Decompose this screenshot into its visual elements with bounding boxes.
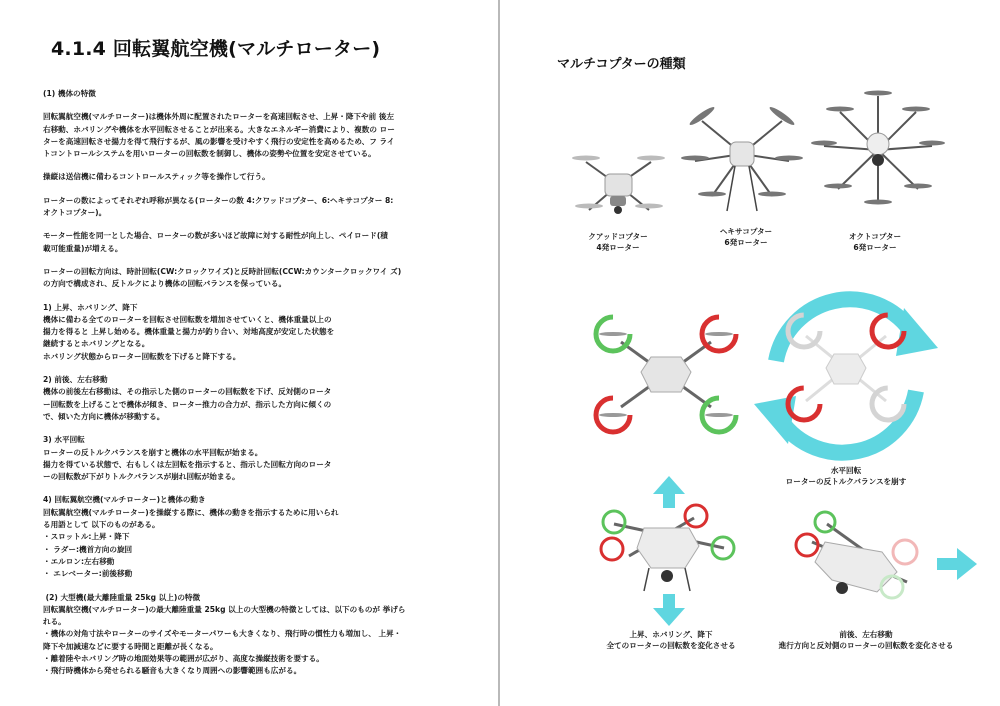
quadcopter-illustration: [571, 140, 666, 230]
caption-line: 6発ローター: [724, 238, 768, 247]
caption-line: ヘキサコプター: [719, 227, 773, 236]
paragraph-gap: [43, 581, 445, 592]
paragraph-gap: [43, 483, 445, 494]
body-line: る用語として 以下のものがある。: [43, 520, 160, 530]
body-line: ホバリング状態からローター回転数を下げると降下する。: [43, 351, 241, 361]
paragraph-gap: [43, 255, 445, 266]
body-line: ターを高速回転させ揚力を得て飛行するが、風の影響を受けやすく飛行の安定性を高めるため、フ ライ: [43, 136, 395, 146]
rotor-direction-diagram: [591, 312, 741, 437]
body-line: トコントロールシステムを用いローターの回転数を制御し、機体の姿勢や位置を安定させている。: [43, 149, 376, 159]
octo-caption: [835, 231, 915, 253]
section-title: 4.1.4 回転翼航空機(マルチローター): [51, 38, 381, 60]
caption-line: 水平回転: [830, 466, 862, 475]
body-line: 回転翼航空機(マルチローター)を操縦する際に、機体の動きを指示するために用いられ: [43, 507, 339, 517]
body-line: (1) 機体の特徴: [43, 89, 96, 98]
caption-line: 上昇、ホバリング、降下: [629, 630, 713, 639]
body-line: ローターの反トルクバランスを崩すと機体の水平回転が始まる。: [43, 447, 263, 457]
body-line: ー回転数を上げることで機体が傾き、ローター推力の合力が、指示した方向に傾くの: [43, 399, 332, 409]
paragraph-gap: [43, 363, 445, 374]
right-page: [501, 0, 1000, 706]
body-line: 3) 水平回転: [43, 435, 85, 445]
body-line: ・ エレベーター:前後移動: [43, 569, 133, 579]
vertical-caption: [576, 629, 766, 651]
body-line: ・スロットル:上昇・降下: [43, 532, 130, 542]
body-line: 載可能重量)が増える。: [43, 243, 123, 253]
horizontal-caption: [751, 629, 981, 651]
caption-line: クアッドコプター: [588, 232, 648, 241]
body-line: ・ ラダー:機首方向の旋回: [43, 544, 133, 554]
body-line: モーター性能を同一とした場合、ローターの数が多いほど故障に対する耐性が向上し、ペイロード(積: [43, 231, 388, 241]
paragraph-gap: [43, 184, 445, 195]
hexacopter-illustration: [687, 96, 797, 221]
body-line: ローターの数によってそれぞれ呼称が異なる(ローターの数 4:クワッドコプター、6:ヘキサコプター 8:: [43, 195, 394, 205]
body-line: ・飛行時機体から発せられる騒音も大きくなり周囲への影響範囲も広がる。: [43, 666, 302, 676]
caption-line: 6発ローター: [853, 243, 897, 252]
caption-line: ローターの反トルクバランスを崩す: [785, 477, 907, 486]
body-line: 降下や加減速などに要する時間と距離が長くなる。: [43, 641, 218, 651]
body-text: [43, 88, 445, 678]
body-line: 回転翼航空機(マルチローター)は機体外周に配置されたローターを高速回転させ、上昇・降下や前 後左: [43, 112, 395, 122]
caption-line: 前後、左右移動: [839, 630, 893, 639]
body-line: 4) 回転翼航空機(マルチローター)と機体の動き: [43, 495, 206, 505]
caption-line: 4発ローター: [596, 243, 640, 252]
body-line: 操縦は送信機に備わるコントロールスティック等を操作して行う。: [43, 172, 270, 182]
paragraph-gap: [43, 423, 445, 434]
body-line: 継続するとホバリングとなる。: [43, 339, 150, 349]
body-line: 右移動、ホバリングや機体を水平回転させることが出来る。大きなエネルギー消費により、複数の ロー: [43, 124, 395, 134]
paragraph-gap: [43, 291, 445, 302]
caption-line: 全てのローターの回転数を変化させる: [606, 641, 736, 650]
hexa-caption: [706, 226, 786, 248]
body-line: ・エルロン:左右移動: [43, 556, 115, 566]
body-line: 2) 前後、左右移動: [43, 375, 108, 385]
body-line: 機体に備わる全てのローターを回転させ回転数を増加させていくと、機体重量以上の: [43, 314, 332, 324]
body-line: の方向で構成され、反トルクにより機体の回転バランスを保っている。: [43, 279, 287, 289]
body-line: 1) 上昇、ホバリング、降下: [43, 302, 138, 312]
body-line: で、傾いた方向に機体が移動する。: [43, 411, 165, 421]
body-line: 揚力を得ると 上昇し始める。機体重量と揚力が釣り合い、対地高度が安定した状態を: [43, 327, 335, 337]
paragraph-gap: [43, 100, 445, 111]
quad-caption: [578, 231, 658, 253]
body-line: ーの回転数が下がりトルクバランスが崩れ回転が始まる。: [43, 472, 240, 482]
body-line: ・離着陸やホバリング時の地面効果等の範囲が広がり、高度な操縦技術を要する。: [43, 653, 324, 663]
body-line: (2) 大型機(最大離陸重量 25kg 以上)の特徴: [43, 592, 201, 602]
body-line: 回転翼航空機(マルチローター)の最大離陸重量 25kg 以上の大型機の特徴としては、以下のものが 挙げら: [43, 604, 406, 614]
body-line: れる。: [43, 617, 66, 627]
body-line: ローターの回転方向は、時計回転(CW:クロックワイズ)と反時計回転(CCW:カウンタークロックワイ ズ): [43, 266, 402, 276]
body-line: オクトコプター)。: [43, 208, 107, 218]
body-line: ・機体の対角寸法やローターのサイズやモーターパワーも大きくなり、飛行時の慣性力も増加し、 上昇・: [43, 629, 402, 639]
yaw-rotation-diagram: [746, 286, 946, 466]
caption-line: 進行方向と反対側のローターの回転数を変化させる: [778, 641, 954, 650]
paragraph-gap: [43, 219, 445, 230]
horizontal-movement-diagram: [787, 512, 977, 612]
body-line: 機体の前後左右移動は、その指示した側のローターの回転数を下げ、反対側のロータ: [43, 387, 332, 397]
caption-line: オクトコプター: [848, 232, 902, 241]
octocopter-illustration: [816, 84, 941, 219]
figure-title: マルチコプターの種類: [557, 57, 686, 72]
yaw-caption: [751, 465, 941, 487]
left-page: [0, 0, 498, 706]
paragraph-gap: [43, 160, 445, 171]
body-line: 揚力を得ている状態で、右もしくは左回転を指示すると、指示した回転方向のロータ: [43, 459, 332, 469]
page-divider: [498, 0, 500, 706]
vertical-movement-diagram: [589, 476, 749, 626]
